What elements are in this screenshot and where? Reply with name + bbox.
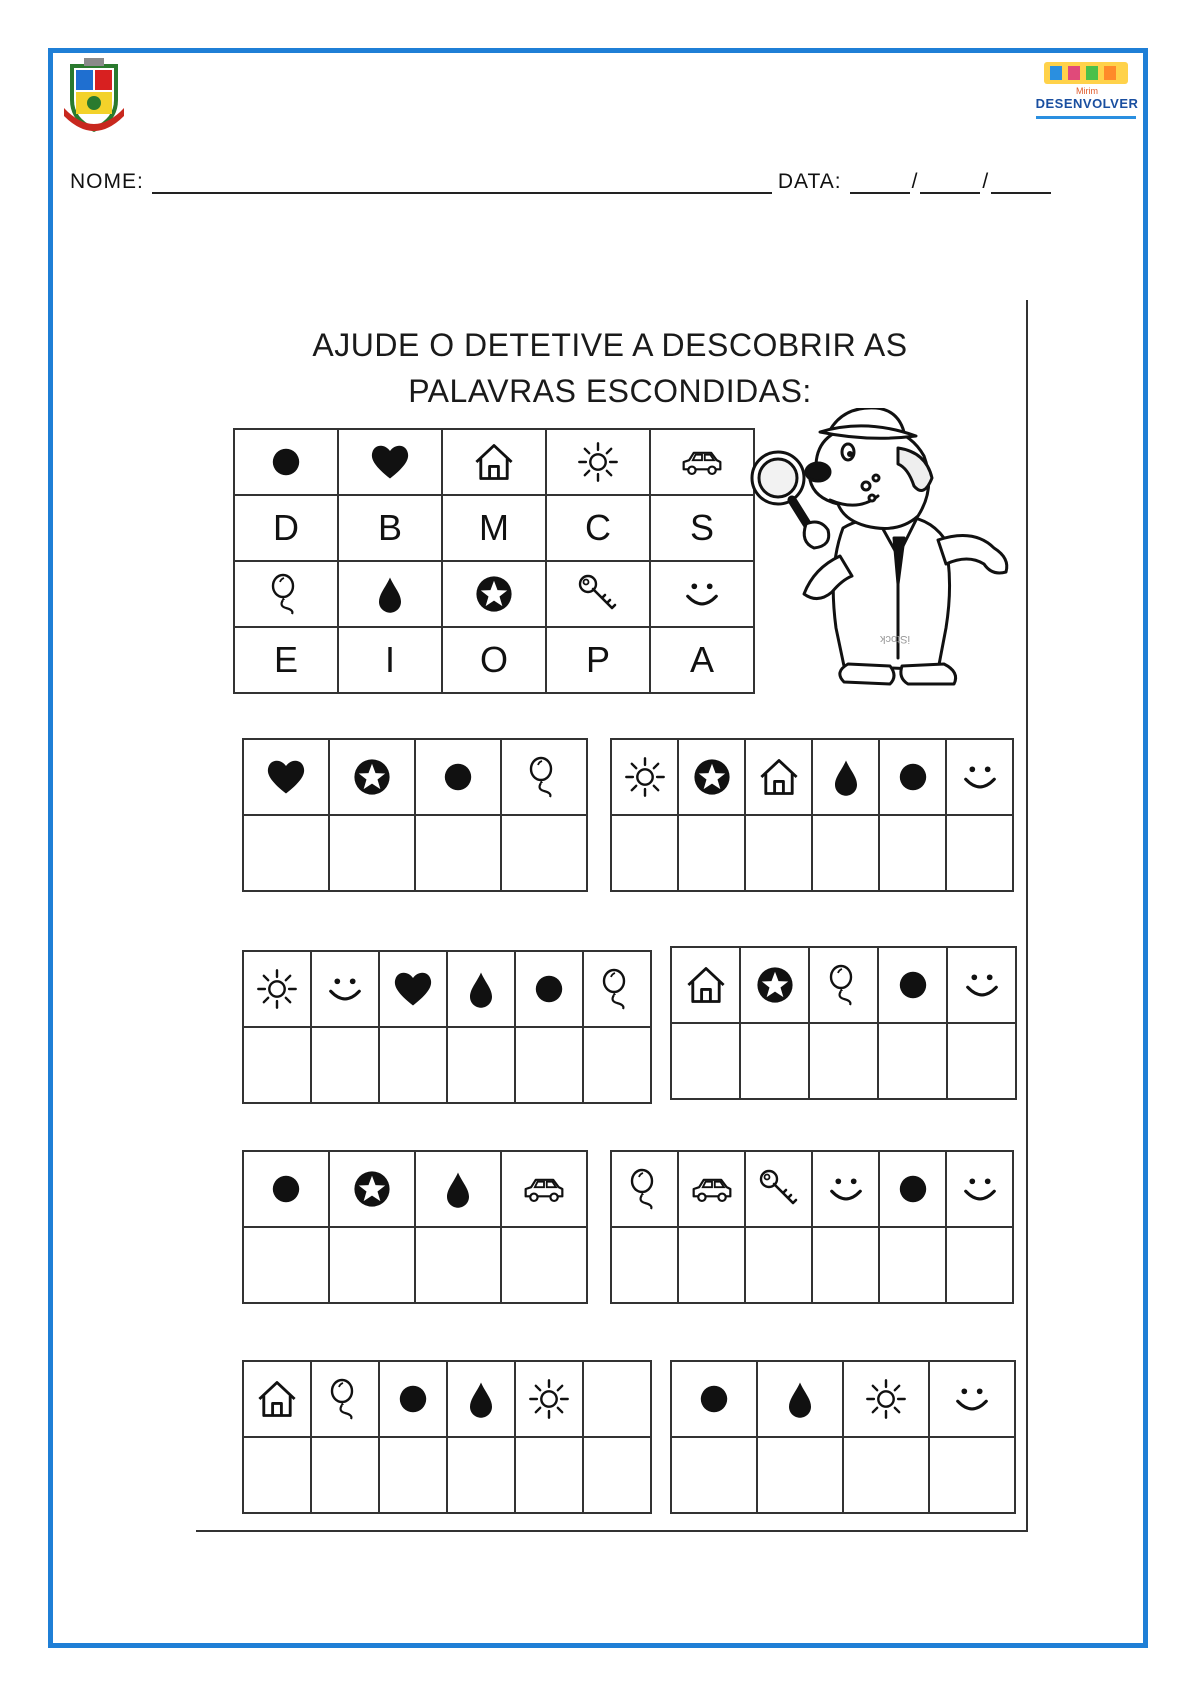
puzzle-symbol-cell: [671, 947, 740, 1023]
key-symbol-cell: [546, 429, 650, 495]
key-letter-cell: E: [234, 627, 338, 693]
puzzle-answer-row: [671, 1437, 1015, 1513]
puzzle-symbol-row: [243, 739, 587, 815]
answer-letter-box[interactable]: [515, 1437, 583, 1513]
key-icon: [757, 1167, 801, 1211]
key-letter-cell: P: [546, 627, 650, 693]
puzzle-symbol-row: [611, 739, 1013, 815]
key-letter-row: [234, 495, 754, 561]
car-icon: [522, 1167, 566, 1211]
answer-letter-box[interactable]: [447, 1027, 515, 1103]
answer-letter-box[interactable]: [809, 1023, 878, 1099]
answer-letter-box[interactable]: [611, 815, 678, 891]
house-icon: [684, 963, 728, 1007]
puzzle-symbol-cell: [415, 739, 501, 815]
answer-letter-box[interactable]: [501, 1227, 587, 1303]
date-label: DATA:: [777, 170, 842, 193]
date-year-field[interactable]: [991, 170, 1051, 194]
title-line-2: PALAVRAS ESCONDIDAS:: [408, 373, 812, 409]
puzzle-symbol-cell: [415, 1151, 501, 1227]
key-letter-cell: A: [650, 627, 754, 693]
puzzle-symbol-cell: [243, 739, 329, 815]
dot-icon: [264, 440, 308, 484]
answer-letter-box[interactable]: [501, 815, 587, 891]
key-symbol-row: [234, 561, 754, 627]
heart-icon: [391, 967, 435, 1011]
drop-icon: [436, 1167, 480, 1211]
sheet-border-bottom: [196, 1530, 1028, 1532]
smile-icon: [950, 1377, 994, 1421]
puzzle-word-1: [242, 738, 588, 892]
puzzle-answer-row: [671, 1023, 1016, 1099]
answer-letter-box[interactable]: [447, 1437, 515, 1513]
puzzle-symbol-cell: [447, 951, 515, 1027]
star-icon: [350, 755, 394, 799]
puzzle-symbol-cell: [515, 1361, 583, 1437]
puzzle-symbol-cell: [379, 951, 447, 1027]
answer-letter-box[interactable]: [515, 1027, 583, 1103]
sun-icon: [576, 440, 620, 484]
answer-letter-box[interactable]: [671, 1023, 740, 1099]
title-line-1: AJUDE O DETETIVE A DESCOBRIR AS: [312, 327, 908, 363]
balloon-icon: [264, 572, 308, 616]
balloon-icon: [822, 963, 866, 1007]
program-logo-small-text: Mirim: [1076, 86, 1098, 96]
municipal-crest-logo: [60, 58, 128, 138]
puzzle-answer-row: [243, 815, 587, 891]
puzzle-word-2: [610, 738, 1014, 892]
answer-letter-box[interactable]: [583, 1437, 651, 1513]
puzzle-answer-row: [243, 1227, 587, 1303]
program-logo: [1032, 56, 1142, 134]
balloon-icon: [595, 967, 639, 1011]
puzzle-symbol-row: [243, 1361, 651, 1437]
key-symbol-row: [234, 429, 754, 495]
puzzle-symbol-cell: [583, 1361, 651, 1437]
answer-letter-box[interactable]: [415, 1227, 501, 1303]
answer-letter-box[interactable]: [415, 815, 501, 891]
answer-letter-box[interactable]: [329, 1227, 415, 1303]
puzzle-symbol-cell: [678, 1151, 745, 1227]
key-symbol-cell: [650, 429, 754, 495]
puzzle-symbol-cell: [843, 1361, 929, 1437]
puzzle-symbol-cell: [243, 1361, 311, 1437]
car-icon: [680, 440, 724, 484]
answer-letter-box[interactable]: [929, 1437, 1015, 1513]
date-month-field[interactable]: [920, 170, 980, 194]
balloon-icon: [623, 1167, 667, 1211]
puzzle-symbol-cell: [501, 1151, 587, 1227]
house-icon: [472, 440, 516, 484]
puzzle-symbol-row: [243, 951, 651, 1027]
sheet-border-right: [1026, 300, 1028, 1532]
dot-icon: [391, 1377, 435, 1421]
puzzle-symbol-row: [611, 1151, 1013, 1227]
smile-icon: [960, 963, 1004, 1007]
answer-letter-box[interactable]: [879, 815, 946, 891]
puzzle-symbol-cell: [745, 1151, 812, 1227]
star-icon: [690, 755, 734, 799]
key-symbol-cell: [338, 561, 442, 627]
answer-letter-box[interactable]: [243, 815, 329, 891]
balloon-icon: [522, 755, 566, 799]
heart-icon: [368, 440, 412, 484]
puzzle-symbol-cell: [947, 947, 1016, 1023]
puzzle-symbol-cell: [812, 1151, 879, 1227]
smile-icon: [958, 755, 1002, 799]
puzzle-answer-row: [611, 815, 1013, 891]
key-letter-cell: O: [442, 627, 546, 693]
program-logo-text: DESENVOLVER: [1035, 96, 1139, 111]
star-icon: [472, 572, 516, 616]
drop-icon: [368, 572, 412, 616]
puzzle-symbol-cell: [678, 739, 745, 815]
drop-icon: [459, 967, 503, 1011]
key-icon: [576, 572, 620, 616]
puzzle-symbol-cell: [740, 947, 809, 1023]
puzzle-symbol-cell: [671, 1361, 757, 1437]
answer-letter-box[interactable]: [947, 1023, 1016, 1099]
dot-icon: [692, 1377, 736, 1421]
puzzle-symbol-cell: [515, 951, 583, 1027]
key-letter-cell: D: [234, 495, 338, 561]
puzzle-symbol-cell: [611, 739, 678, 815]
puzzle-symbol-row: [243, 1151, 587, 1227]
answer-letter-box[interactable]: [946, 1227, 1013, 1303]
puzzle-symbol-cell: [583, 951, 651, 1027]
answer-letter-box[interactable]: [611, 1227, 678, 1303]
puzzle-word-7: [242, 1360, 652, 1514]
name-label: NOME:: [70, 170, 144, 193]
activity-title: [250, 322, 970, 414]
smile-icon: [680, 572, 724, 616]
date-day-field[interactable]: [850, 170, 910, 194]
key-symbol-cell: [442, 429, 546, 495]
drop-icon: [824, 755, 868, 799]
star-icon: [753, 963, 797, 1007]
drop-icon: [459, 1377, 503, 1421]
puzzle-symbol-cell: [243, 1151, 329, 1227]
key-symbol-cell: [650, 561, 754, 627]
answer-letter-box[interactable]: [946, 815, 1013, 891]
date-separator: /: [982, 170, 990, 193]
key-letter-cell: B: [338, 495, 442, 561]
puzzle-symbol-row: [671, 947, 1016, 1023]
answer-letter-box[interactable]: [878, 1023, 947, 1099]
car-icon: [690, 1167, 734, 1211]
puzzle-word-5: [242, 1150, 588, 1304]
answer-letter-box[interactable]: [583, 1027, 651, 1103]
detective-dog-illustration: [748, 408, 1018, 693]
puzzle-word-6: [610, 1150, 1014, 1304]
puzzle-symbol-cell: [878, 947, 947, 1023]
key-letter-cell: S: [650, 495, 754, 561]
puzzle-answer-row: [243, 1437, 651, 1513]
name-field[interactable]: [152, 170, 772, 194]
puzzle-symbol-cell: [379, 1361, 447, 1437]
answer-letter-box[interactable]: [311, 1027, 379, 1103]
puzzle-word-3: [242, 950, 652, 1104]
puzzle-symbol-cell: [929, 1361, 1015, 1437]
cipher-key-table: [233, 428, 755, 694]
puzzle-answer-row: [611, 1227, 1013, 1303]
sun-icon: [623, 755, 667, 799]
puzzle-symbol-cell: [809, 947, 878, 1023]
answer-letter-box[interactable]: [812, 1227, 879, 1303]
puzzle-symbol-cell: [243, 951, 311, 1027]
puzzle-symbol-cell: [812, 739, 879, 815]
smile-icon: [958, 1167, 1002, 1211]
answer-letter-box[interactable]: [745, 815, 812, 891]
balloon-icon: [323, 1377, 367, 1421]
key-letter-cell: M: [442, 495, 546, 561]
puzzle-symbol-cell: [946, 739, 1013, 815]
answer-letter-box[interactable]: [757, 1437, 843, 1513]
house-icon: [757, 755, 801, 799]
key-symbol-cell: [546, 561, 650, 627]
answer-letter-box[interactable]: [379, 1027, 447, 1103]
puzzle-symbol-cell: [745, 739, 812, 815]
key-symbol-cell: [442, 561, 546, 627]
key-symbol-cell: [234, 561, 338, 627]
puzzle-word-4: [670, 946, 1017, 1100]
key-symbol-cell: [338, 429, 442, 495]
answer-letter-box[interactable]: [243, 1227, 329, 1303]
drop-icon: [778, 1377, 822, 1421]
puzzle-symbol-cell: [501, 739, 587, 815]
puzzle-symbol-cell: [311, 951, 379, 1027]
answer-letter-box[interactable]: [812, 815, 879, 891]
puzzle-symbol-row: [671, 1361, 1015, 1437]
puzzle-word-8: [670, 1360, 1016, 1514]
answer-letter-box[interactable]: [311, 1437, 379, 1513]
puzzle-symbol-cell: [879, 1151, 946, 1227]
puzzle-symbol-cell: [757, 1361, 843, 1437]
puzzle-symbol-cell: [329, 1151, 415, 1227]
dot-icon: [891, 963, 935, 1007]
house-icon: [255, 1377, 299, 1421]
puzzle-symbol-cell: [311, 1361, 379, 1437]
answer-letter-box[interactable]: [740, 1023, 809, 1099]
dot-icon: [264, 1167, 308, 1211]
heart-icon: [264, 755, 308, 799]
dot-icon: [436, 755, 480, 799]
answer-letter-box[interactable]: [329, 815, 415, 891]
star-icon: [350, 1167, 394, 1211]
answer-letter-box[interactable]: [243, 1027, 311, 1103]
answer-letter-box[interactable]: [879, 1227, 946, 1303]
dot-icon: [891, 1167, 935, 1211]
key-letter-cell: I: [338, 627, 442, 693]
smile-icon: [824, 1167, 868, 1211]
smile-icon: [323, 967, 367, 1011]
sun-icon: [255, 967, 299, 1011]
puzzle-answer-row: [243, 1027, 651, 1103]
dot-icon: [891, 755, 935, 799]
puzzle-symbol-cell: [879, 739, 946, 815]
sun-icon: [527, 1377, 571, 1421]
puzzle-symbol-cell: [329, 739, 415, 815]
dot-icon: [527, 967, 571, 1011]
watermark-text: iStock: [880, 633, 910, 645]
answer-letter-box[interactable]: [671, 1437, 757, 1513]
answer-letter-box[interactable]: [678, 1227, 745, 1303]
answer-letter-box[interactable]: [678, 815, 745, 891]
key-letter-row: [234, 627, 754, 693]
key-letter-cell: C: [546, 495, 650, 561]
sun-icon: [864, 1377, 908, 1421]
answer-letter-box[interactable]: [843, 1437, 929, 1513]
header-fields: [70, 158, 1110, 194]
puzzle-symbol-cell: [611, 1151, 678, 1227]
answer-letter-box[interactable]: [379, 1437, 447, 1513]
key-symbol-cell: [234, 429, 338, 495]
date-separator: /: [911, 170, 919, 193]
answer-letter-box[interactable]: [745, 1227, 812, 1303]
puzzle-symbol-cell: [946, 1151, 1013, 1227]
puzzle-symbol-cell: [447, 1361, 515, 1437]
answer-letter-box[interactable]: [243, 1437, 311, 1513]
